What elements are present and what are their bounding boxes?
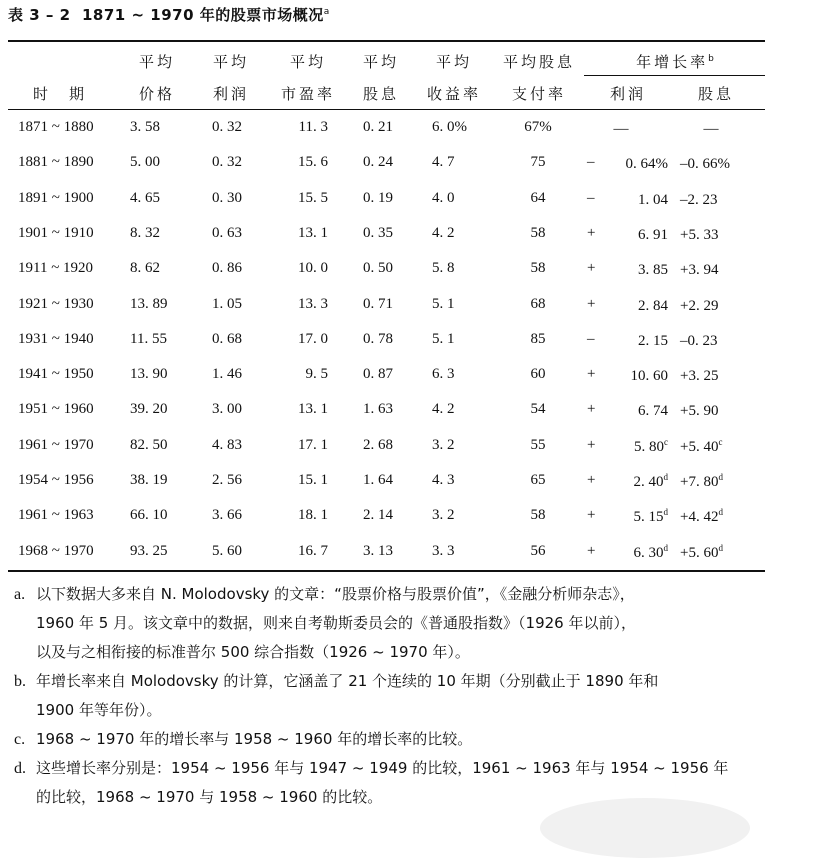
cell-avg-dividend: 0. 24	[363, 154, 393, 170]
header-growth-group	[600, 51, 750, 72]
cell-avg-price: 8. 62	[130, 260, 160, 276]
cell-growth-earnings-value: 6. 91	[638, 227, 668, 243]
cell-period: 1941 ~ 1950	[18, 366, 94, 382]
cell-avg-earnings: 0. 86	[212, 260, 242, 276]
cell-growth-dividend-footnote-mark: d	[718, 507, 723, 517]
cell-growth-earnings-value: 6. 74	[638, 403, 668, 419]
cell-growth-earnings-sign: +	[587, 472, 596, 488]
cell-avg-yield: 5. 1	[432, 296, 455, 312]
cell-period: 1968 ~ 1970	[18, 543, 94, 559]
header-avg-payout-2: 支付率	[511, 85, 566, 103]
cell-period: 1951 ~ 1960	[18, 401, 94, 417]
cell-avg-earnings: 1. 05	[212, 296, 242, 312]
cell-avg-earnings: 5. 60	[212, 543, 242, 559]
cell-avg-payout: 85	[530, 331, 546, 347]
header-growth-earnings: 利润	[609, 85, 646, 103]
cell-growth-earnings	[596, 154, 668, 173]
cell-growth-earnings-sign: –	[587, 190, 595, 206]
cell-avg-yield: 6. 0%	[432, 119, 467, 135]
cell-avg-payout: 58	[530, 507, 546, 523]
header-avg-earnings-1: 平均	[212, 53, 249, 71]
header-growth-footnote-mark: b	[708, 54, 714, 64]
footnote-line	[14, 667, 774, 696]
cell-growth-earnings-value: 5. 80	[634, 439, 664, 455]
cell-avg-price: 13. 90	[130, 366, 168, 382]
cell-growth-dividend-value: +2. 29	[680, 298, 719, 314]
footnote-line	[14, 725, 774, 754]
cell-growth-earnings	[596, 331, 668, 350]
header-avg-price-1: 平均	[138, 53, 175, 71]
cell-avg-yield: 4. 3	[432, 472, 455, 488]
cell-period: 1954 ~ 1956	[18, 472, 94, 488]
cell-avg-payout: 54	[530, 401, 546, 417]
table-top-rule	[8, 40, 765, 42]
footnote-line	[14, 754, 774, 783]
cell-avg-payout: 58	[530, 225, 546, 241]
cell-growth-earnings	[596, 507, 668, 526]
cell-growth-dividend	[680, 296, 770, 315]
header-avg-yield-1: 平均	[435, 53, 472, 71]
cell-period: 1881 ~ 1890	[18, 154, 94, 170]
header-period: 时 期	[32, 85, 87, 103]
cell-avg-dividend: 0. 87	[363, 366, 393, 382]
footnote-label: c.	[14, 731, 26, 748]
footnotes	[14, 580, 774, 812]
cell-avg-dividend: 0. 21	[363, 119, 393, 135]
cell-growth-dividend-footnote-mark: d	[718, 543, 723, 553]
cell-avg-yield: 4. 0	[432, 190, 455, 206]
cell-growth-earnings-value: —	[613, 121, 629, 137]
footnote-indent	[14, 783, 36, 812]
header-avg-pe-2: 市盈率	[280, 85, 335, 103]
cell-avg-price: 3. 58	[130, 119, 160, 135]
cell-growth-earnings-value: 0. 64%	[625, 156, 668, 172]
cell-period: 1931 ~ 1940	[18, 331, 94, 347]
cell-growth-dividend	[680, 401, 770, 420]
cell-avg-pe: 13. 3	[298, 296, 328, 312]
header-avg-earnings-2: 利润	[212, 85, 249, 103]
cell-growth-dividend-value: +5. 40	[680, 439, 719, 455]
cell-growth-dividend-footnote-mark: c	[718, 437, 723, 447]
cell-avg-pe: 17. 1	[298, 437, 328, 453]
footnote-line	[14, 580, 774, 609]
cell-avg-price: 11. 55	[130, 331, 167, 347]
cell-avg-yield: 4. 7	[432, 154, 455, 170]
cell-growth-earnings-footnote-mark: d	[663, 543, 668, 553]
cell-avg-pe: 13. 1	[298, 225, 328, 241]
cell-growth-earnings-value: 6. 30	[633, 545, 664, 561]
cell-avg-payout: 60	[530, 366, 546, 382]
cell-avg-yield: 6. 3	[432, 366, 455, 382]
cell-avg-yield: 5. 8	[432, 260, 455, 276]
cell-growth-earnings-sign: +	[587, 296, 596, 312]
cell-growth-dividend	[680, 437, 770, 456]
cell-growth-earnings-sign: –	[587, 154, 595, 170]
cell-avg-yield: 3. 2	[432, 507, 455, 523]
cell-growth-earnings-sign: –	[587, 331, 595, 347]
footnote-text: 1960 年 5 月。该文章中的数据，则来自考勒斯委员会的《普通股指数》（1926 年以前），	[36, 614, 636, 632]
cell-avg-pe: 16. 7	[298, 543, 328, 559]
footnote-label: a.	[14, 586, 26, 603]
cell-avg-payout: 75	[530, 154, 546, 170]
footnote-text: 以及与之相衔接的标准普尔 500 综合指数（1926 ~ 1970 年）。	[36, 643, 470, 661]
cell-growth-dividend	[680, 190, 770, 209]
caption-footnote-mark: a	[323, 7, 330, 17]
cell-avg-dividend: 0. 71	[363, 296, 393, 312]
cell-avg-yield: 3. 2	[432, 437, 455, 453]
cell-period: 1891 ~ 1900	[18, 190, 94, 206]
cell-growth-earnings-sign: +	[587, 543, 596, 559]
cell-growth-earnings-footnote-mark: d	[663, 472, 668, 482]
cell-period: 1871 ~ 1880	[18, 119, 94, 135]
cell-growth-earnings	[596, 437, 668, 456]
cell-growth-dividend-value: –2. 23	[680, 192, 718, 208]
cell-avg-price: 13. 89	[130, 296, 168, 312]
cell-growth-earnings-value: 2. 40	[633, 474, 664, 490]
cell-avg-payout: 67%	[524, 119, 552, 135]
cell-growth-dividend	[680, 225, 770, 244]
cell-avg-payout: 56	[530, 543, 546, 559]
cell-period: 1901 ~ 1910	[18, 225, 94, 241]
cell-growth-earnings-value: 10. 60	[630, 368, 668, 384]
cell-growth-earnings-sign: +	[587, 366, 596, 382]
cell-avg-pe: 9. 5	[305, 366, 328, 382]
cell-avg-earnings: 1. 46	[212, 366, 242, 382]
cell-avg-earnings: 4. 83	[212, 437, 242, 453]
footnote-label: d.	[14, 760, 26, 777]
cell-growth-earnings-value: 3. 85	[638, 262, 668, 278]
header-avg-pe-1: 平均	[289, 53, 326, 71]
cell-growth-dividend	[680, 366, 770, 385]
cell-growth-earnings-value: 1. 04	[638, 192, 668, 208]
cell-avg-dividend: 0. 19	[363, 190, 393, 206]
cell-growth-earnings-sign: +	[587, 260, 596, 276]
cell-avg-payout: 55	[530, 437, 546, 453]
cell-avg-payout: 68	[530, 296, 546, 312]
header-avg-yield-2: 收益率	[426, 85, 481, 103]
cell-avg-price: 4. 65	[130, 190, 160, 206]
cell-avg-dividend: 2. 68	[363, 437, 393, 453]
footnote-indent	[14, 638, 36, 667]
cell-growth-earnings	[596, 366, 668, 385]
cell-avg-dividend: 3. 13	[363, 543, 393, 559]
cell-avg-earnings: 3. 00	[212, 401, 242, 417]
cell-avg-yield: 4. 2	[432, 225, 455, 241]
cell-avg-pe: 18. 1	[298, 507, 328, 523]
cell-avg-pe: 15. 6	[298, 154, 328, 170]
cell-growth-dividend-value: +5. 60	[680, 545, 719, 561]
footnote-text: 年增长率来自 Molodovsky 的计算，它涵盖了 21 个连续的 10 年期（分别截止于 1890 年和	[36, 672, 659, 690]
cell-avg-earnings: 2. 56	[212, 472, 242, 488]
cell-avg-earnings: 0. 32	[212, 154, 242, 170]
cell-growth-earnings-footnote-mark: c	[664, 437, 668, 447]
cell-avg-earnings: 3. 66	[212, 507, 242, 523]
cell-growth-dividend	[680, 260, 770, 279]
header-avg-dividend-2: 股息	[362, 85, 399, 103]
cell-avg-price: 8. 32	[130, 225, 160, 241]
cell-growth-dividend-value: +7. 80	[680, 474, 719, 490]
cell-avg-payout: 58	[530, 260, 546, 276]
cell-period: 1961 ~ 1963	[18, 507, 94, 523]
cell-avg-dividend: 0. 78	[363, 331, 393, 347]
cell-growth-dividend	[686, 119, 736, 138]
cell-period: 1961 ~ 1970	[18, 437, 94, 453]
cell-growth-dividend-value: +4. 42	[680, 509, 719, 525]
cell-growth-earnings-sign: +	[587, 507, 596, 523]
footnote-text: 的比较，1968 ~ 1970 与 1958 ~ 1960 的比较。	[36, 788, 383, 806]
cell-avg-price: 82. 50	[130, 437, 168, 453]
cell-growth-earnings	[596, 401, 668, 420]
footnote-line	[14, 638, 774, 667]
footnote-indent	[14, 696, 36, 725]
header-growth-dividend: 股息	[697, 85, 734, 103]
footnote-label: b.	[14, 673, 26, 690]
cell-avg-dividend: 1. 63	[363, 401, 393, 417]
cell-avg-earnings: 0. 32	[212, 119, 242, 135]
cell-period: 1911 ~ 1920	[18, 260, 94, 276]
header-avg-dividend-1: 平均	[362, 53, 399, 71]
header-growth-group-label: 年增长率	[636, 53, 709, 71]
header-avg-payout-1: 平均股息	[502, 53, 575, 71]
cell-growth-dividend	[680, 331, 770, 350]
cell-period: 1921 ~ 1930	[18, 296, 94, 312]
cell-growth-earnings-sign: +	[587, 225, 596, 241]
cell-avg-yield: 5. 1	[432, 331, 455, 347]
cell-avg-pe: 15. 5	[298, 190, 328, 206]
cell-growth-earnings-value: 2. 84	[638, 298, 668, 314]
cell-growth-dividend-footnote-mark: d	[718, 472, 723, 482]
cell-growth-earnings-footnote-mark: d	[663, 507, 668, 517]
cell-avg-dividend: 2. 14	[363, 507, 393, 523]
cell-avg-price: 5. 00	[130, 154, 160, 170]
cell-avg-dividend: 0. 50	[363, 260, 393, 276]
cell-avg-yield: 4. 2	[432, 401, 455, 417]
cell-avg-dividend: 1. 64	[363, 472, 393, 488]
cell-avg-earnings: 0. 68	[212, 331, 242, 347]
cell-growth-dividend-value: +3. 94	[680, 262, 719, 278]
cell-growth-dividend-value: +3. 25	[680, 368, 719, 384]
cell-avg-pe: 10. 0	[298, 260, 328, 276]
cell-growth-dividend	[680, 543, 770, 562]
cell-growth-dividend	[680, 472, 770, 491]
footnote-line	[14, 609, 774, 638]
cell-growth-dividend-value: –0. 66%	[680, 156, 730, 172]
cell-growth-dividend	[680, 154, 770, 173]
footnote-text: 1900 年等年份）。	[36, 701, 162, 719]
table-caption	[8, 4, 330, 25]
table-title: 1871 ~ 1970 年的股票市场概况	[82, 6, 324, 24]
cell-avg-yield: 3. 3	[432, 543, 455, 559]
cell-growth-dividend-value: +5. 90	[680, 403, 719, 419]
table-label: 表 3 – 2	[8, 6, 71, 24]
footnote-text: 1968 ~ 1970 年的增长率与 1958 ~ 1960 年的增长率的比较。	[36, 730, 473, 748]
cell-growth-dividend-value: +5. 33	[680, 227, 719, 243]
cell-avg-payout: 64	[530, 190, 546, 206]
cell-growth-earnings	[596, 260, 668, 279]
cell-avg-price: 66. 10	[130, 507, 168, 523]
cell-avg-payout: 65	[530, 472, 546, 488]
cell-growth-earnings	[596, 472, 668, 491]
cell-growth-dividend-value: –0. 23	[680, 333, 718, 349]
cell-avg-pe: 15. 1	[298, 472, 328, 488]
header-avg-price-2: 价格	[138, 85, 175, 103]
cell-avg-earnings: 0. 30	[212, 190, 242, 206]
cell-growth-dividend-value: —	[703, 121, 719, 137]
growth-group-rule	[584, 75, 765, 76]
cell-growth-earnings	[596, 190, 668, 209]
footnote-line	[14, 696, 774, 725]
table-bottom-rule	[8, 570, 765, 572]
footnote-text: 以下数据大多来自 N. Molodovsky 的文章：“股票价格与股票价值”，《金融分析师杂志》，	[36, 585, 635, 603]
watermark-shape	[540, 798, 750, 858]
cell-avg-pe: 17. 0	[298, 331, 328, 347]
cell-avg-price: 93. 25	[130, 543, 168, 559]
cell-avg-dividend: 0. 35	[363, 225, 393, 241]
footnote-text: 这些增长率分别是：1954 ~ 1956 年与 1947 ~ 1949 的比较，1961 ~ 1963 年与 1954 ~ 1956 年	[36, 759, 729, 777]
cell-growth-dividend	[680, 507, 770, 526]
cell-growth-earnings-sign: +	[587, 437, 596, 453]
cell-growth-earnings-value: 5. 15	[633, 509, 664, 525]
header-bottom-rule	[8, 109, 765, 110]
cell-growth-earnings	[596, 225, 668, 244]
cell-growth-earnings	[586, 119, 656, 138]
cell-growth-earnings-sign: +	[587, 401, 596, 417]
cell-avg-pe: 13. 1	[298, 401, 328, 417]
cell-avg-earnings: 0. 63	[212, 225, 242, 241]
cell-growth-earnings	[596, 296, 668, 315]
cell-avg-pe: 11. 3	[298, 119, 328, 135]
cell-growth-earnings	[596, 543, 668, 562]
cell-growth-earnings-value: 2. 15	[638, 333, 668, 349]
cell-avg-price: 39. 20	[130, 401, 168, 417]
footnote-indent	[14, 609, 36, 638]
cell-avg-price: 38. 19	[130, 472, 168, 488]
